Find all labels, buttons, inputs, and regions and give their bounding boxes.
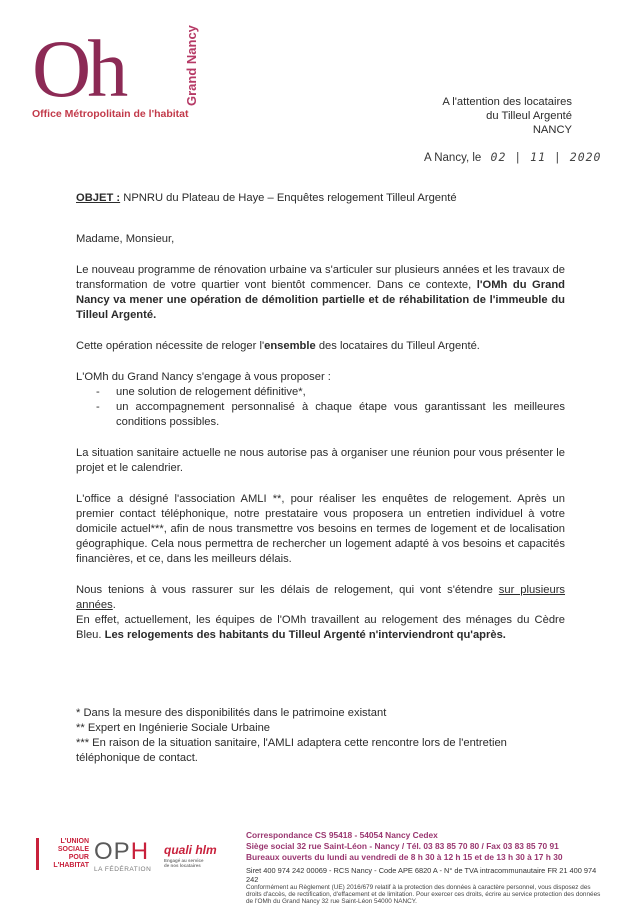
paragraph-1: Le nouveau programme de rénovation urbaine va s'articuler sur plusieurs années et les travaux de transformation de votre quartier vont bientôt commencer. Dans ce contexte, l'OMh du Grand Nancy va mener une opération de démolition partielle et de réhabilitation de l'immeuble du Tilleul Argenté. xyxy=(76,264,566,321)
object-text: NPNRU du Plateau de Haye – Enquêtes relogement Tilleul Argenté xyxy=(120,192,457,204)
letter-date xyxy=(424,150,601,164)
salutation: Madame, Monsieur, xyxy=(76,233,175,245)
logo-grand-nancy: Grand Nancy xyxy=(184,25,199,106)
recipient-address xyxy=(442,95,572,137)
quali-subtitle: Engagé au service de nos locataires xyxy=(164,858,204,868)
paragraph-4: La situation sanitaire actuelle ne nous autorise pas à organiser une réunion pour vous présenter le projet et le calendrier. xyxy=(76,447,565,474)
footer-logos xyxy=(36,838,236,888)
footnote: * Dans la mesure des disponibilités dans le patrimoine existant xyxy=(76,707,387,719)
list-item: - une solution de relogement définitive*, xyxy=(76,385,565,400)
footer-legal-text: Conformément au Règlement (UE) 2016/679 relatif à la protection des données à caractère personnel, vous disposez des droits d'accès, de rectification, d'effacement et de limitation. Pour exercer ces droits, écrire au service protection des données de l'OMh du Grand Nancy 32 rue Saint-Léon 54000 NANCY. xyxy=(246,884,601,905)
commitment-list xyxy=(76,385,565,430)
list-item: - un accompagnement personnalisé à chaque étape vous garantissant les meilleures conditions possibles. xyxy=(76,400,565,430)
oph-subtitle: LA FÉDÉRATION xyxy=(94,866,152,873)
footer-siret: Siret 400 974 242 00069 - RCS Nancy - Code APE 6820 A - N° de TVA intracommunautaire FR 21 400 974 242 xyxy=(246,866,597,884)
address-line-2: du Tilleul Argenté xyxy=(486,110,572,122)
footer-legal xyxy=(246,866,606,905)
paragraph-3: L'OMh du Grand Nancy s'engage à vous proposer : xyxy=(76,371,331,383)
paragraph-6: Nous tenions à vous rassurer sur les délais de relogement, qui vont s'étendre sur plusieurs années. xyxy=(76,584,566,611)
oph-logo: OPH LA FÉDÉRATION xyxy=(94,838,152,873)
union-sociale-logo: L'UNION SOCIALE POUR L'HABITAT xyxy=(36,838,89,870)
footer-correspondance: Correspondance CS 95418 - 54054 Nancy Cedex xyxy=(246,830,438,840)
footer-siege: Siège social 32 rue Saint-Léon - Nancy / Tél. 03 83 85 70 80 / Fax 03 83 85 70 91 xyxy=(246,841,559,851)
quali-hlm-logo: quali hlm Engagé au service de nos locataires xyxy=(164,843,217,868)
footnote: ** Expert en Ingénierie Sociale Urbaine xyxy=(76,722,271,734)
footer-hours: Bureaux ouverts du lundi au vendredi de 8 h 30 à 12 h 15 et de 13 h 30 à 17 h 30 xyxy=(246,852,563,862)
date-prefix: A Nancy, le xyxy=(424,152,482,164)
logo-subtitle: Office Métropolitain de l'habitat xyxy=(32,108,189,120)
letter-body xyxy=(76,232,565,659)
paragraph-7: En effet, actuellement, les équipes de l'OMh travaillent au relogement des ménages du Cèdre Bleu. Les relogements des habitants du Tilleul Argenté n'interviendront qu'après. xyxy=(76,614,565,641)
footnotes xyxy=(76,706,565,766)
footer-contact xyxy=(246,830,563,863)
object-label: OBJET : xyxy=(76,192,121,204)
address-line-1: A l'attention des locataires xyxy=(442,96,572,108)
date-handwritten: 02 | 11 | 2020 xyxy=(490,150,602,164)
footnote: *** En raison de la situation sanitaire, l'AMLI adaptera cette rencontre lors de l'entretien téléphonique de contact. xyxy=(76,737,507,764)
omh-logo xyxy=(32,23,212,128)
logo-oh-mark: Oh xyxy=(32,23,125,114)
paragraph-5: L'office a désigné l'association AMLI **, pour réaliser les enquêtes de relogement. Après un premier contact téléphonique, notre prestataire vous proposera un entretien individuel à votre domicile actuel***, afin de nous transmettre vos besoins en termes de logement et de localisation géographique. Cela nous permettra de rechercher un logement adapté à vos besoins et capacités financières, et ce, dans les meilleurs délais. xyxy=(76,493,565,565)
address-line-3: NANCY xyxy=(532,124,572,136)
paragraph-2: Cette opération nécessite de reloger l'ensemble des locataires du Tilleul Argenté. xyxy=(76,340,480,352)
letter-object xyxy=(76,192,457,204)
